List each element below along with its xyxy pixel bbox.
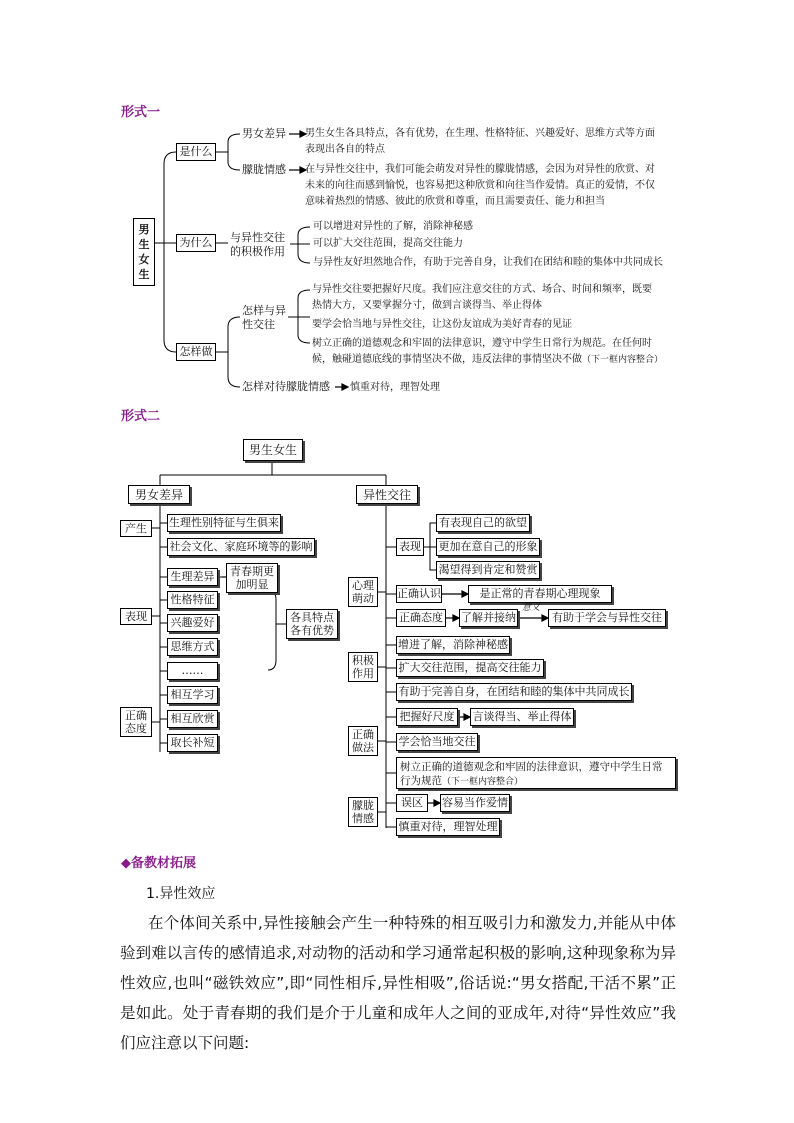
form1-title: 形式一: [121, 105, 161, 120]
form2-show-item-3: 兴趣爱好: [167, 614, 218, 632]
form2-show-item-4: 思维方式: [167, 638, 218, 656]
form2-positive-item-1: 增进了解，消除神秘感: [396, 636, 510, 654]
form2-left-title: 男女差异: [128, 485, 190, 504]
form2-show-item-1: 生理差异: [167, 568, 218, 586]
form1-why-item-1: 可以增进对异性的了解，消除神秘感: [313, 221, 473, 232]
form2-moral-line-2: [400, 774, 672, 788]
form2-attitude-item-3: 取长补短: [167, 734, 218, 752]
form2-perf: 表现: [396, 538, 424, 556]
form2-show-item-5: ……: [167, 662, 218, 680]
form1-how-a3-note: （下一框内容整合）: [582, 355, 664, 365]
form2-proper: 学会恰当地交往: [396, 733, 478, 751]
form2-moral: [396, 757, 676, 789]
form1-how-a3-text: 候，触碰道德底线的事情坚决不做，违反法律的事情坚决不做: [312, 354, 582, 365]
form1-how-a2: 要学会恰当地与异性交往，让这份友谊成为美好青春的见证: [312, 319, 572, 330]
form2-correct-attitude: 正确态度: [396, 609, 446, 627]
form2-mistake-item: 容易当作爱情: [440, 794, 510, 812]
form1-why-sub-2: 的积极作用: [230, 245, 285, 258]
form2-left-origin: 产生: [120, 520, 152, 537]
form1-how-box: 怎样做: [176, 343, 216, 361]
form2-hazy: 朦胧 情感: [348, 797, 378, 827]
form1-diff-text-1: 男生女生各具特点，各有优势，在生理、性格特征、兴趣爱好、思维方式等方面: [305, 128, 655, 139]
form2-origin-item-1: 生理性别特征与生俱来: [167, 514, 281, 532]
form1-diff-text-2: 表现出各自的特点: [305, 144, 385, 155]
form2-origin-item-2: 社会文化、家庭环境等的影响: [167, 538, 315, 556]
form2-positive-item-2: 扩大交往范围，提高交往能力: [396, 659, 544, 677]
form2-perf-item-3: 渴望得到肯定和赞赏: [436, 561, 540, 579]
form1-diff-label: 男女差异: [242, 127, 286, 140]
form1-how-sub-1: 怎样与异: [242, 304, 286, 317]
form1-hazy-text-3: 意味着热烈的情感、彼此的欣赏和尊重，而且需要责任、能力和担当: [305, 196, 605, 207]
form2-careful: 慎重对待，理智处理: [396, 818, 500, 836]
form2-moral-note: （下一框内容整合）: [442, 777, 524, 787]
extension-subtitle: 1.异性效应: [146, 886, 216, 902]
form1-what-box: 是什么: [176, 143, 216, 161]
form2-perf-item-2: 更加在意自己的形象: [436, 538, 540, 556]
form2-attitude-item-2: 相互欣赏: [167, 710, 218, 728]
form2-puberty: 青春期更 加明显: [226, 563, 278, 593]
form1-hazy-text-1: 在与异性交往中，我们可能会萌发对异性的朦胧情感，会因为对异性的欣赏、对: [305, 164, 655, 175]
form1-hazy-label: 朦胧情感: [242, 163, 286, 176]
form2-perf-item-1: 有表现自己的欲望: [436, 514, 530, 532]
form1-why-item-2: 可以扩大交往范围，提高交往能力: [313, 238, 463, 249]
form2-meaning-label: 意义: [522, 603, 541, 613]
form2-show-item-2: 性格特征: [167, 591, 218, 609]
form1-why-box: 为什么: [176, 234, 216, 252]
form1-hazy-a: 慎重对待，理智处理: [350, 382, 440, 393]
form2-moral-line-1: 树立正确的道德观念和牢固的法律意识，遵守中学生日常: [400, 761, 663, 773]
form2-left-attitude: 正确 态度: [120, 707, 152, 737]
form2-cognition-item: 是正常的青春期心理现象: [468, 585, 612, 603]
form2-moral-text-2: 行为规范: [400, 775, 442, 787]
extension-title: ◆备教材拓展: [121, 856, 196, 871]
form2-mistake: 误区: [396, 794, 428, 812]
form1-how-a1-1: 与异性交往要把握好尺度。我们应注意交往的方式、场合、时间和频率，既要: [312, 284, 652, 295]
form2-title: 形式二: [121, 409, 161, 424]
form2-understand: 了解并接纳: [459, 609, 518, 627]
form2-root: 男生女生: [243, 439, 303, 461]
form1-how-a3-1: 树立正确的道德观念和牢固的法律意识，遵守中学生日常行为规范。在任何时: [312, 338, 652, 349]
form1-why-item-3: 与异性友好坦然地合作，有助于完善自身，让我们在团结和睦的集体中共同成长: [313, 257, 663, 268]
form1-how-a1-2: 热情大方，又要掌握分寸，做到言谈得当、举止得体: [312, 300, 542, 311]
form2-advantage: 各具特点 各有优势: [286, 609, 338, 639]
form2-cognition: 正确认识: [396, 585, 442, 603]
form1-why-sub-1: 与异性交往: [230, 231, 285, 244]
form1-hazy-text-2: 未来的向往而感到愉悦，也容易把这种欣赏和向往当作爱情。真正的爱情，不仅: [305, 180, 655, 191]
form2-degree-result: 言谈得当、举止得体: [470, 708, 574, 726]
form2-degree: 把握好尺度: [396, 708, 458, 726]
form1-hazy-q: 怎样对待朦胧情感: [242, 380, 330, 393]
form2-method: 正确 做法: [348, 726, 378, 756]
form2-attitude-item-1: 相互学习: [167, 686, 218, 704]
form2-positive-item-3: 有助于完善自身，在团结和睦的集体中共同成长: [396, 683, 632, 701]
form1-root: 男生 女生: [133, 218, 155, 286]
form2-left-show: 表现: [120, 608, 152, 625]
form2-psych: 心理 萌动: [348, 577, 378, 607]
form2-right-title: 异性交往: [356, 485, 418, 504]
form1-how-sub-2: 性交往: [242, 318, 275, 331]
form2-benefit: 有助于学会与异性交往: [548, 609, 666, 627]
extension-paragraph: 在个体间关系中,异性接触会产生一种特殊的相互吸引力和激发力,并能从中体验到难以言传的感情追求,对动物的活动和学习通常起积极的影响,这种现象称为异性效应,也叫“磁铁效应”,即“同性相斥,异性相吸”,俗话说:“男女搭配,干活不累”正是如此。处于青春期的我们是介于儿童和成年人之间的亚成年,对待“异性效应”我们应注意以下问题:: [120, 914, 676, 1052]
form2-positive: 积极 作用: [348, 652, 378, 682]
